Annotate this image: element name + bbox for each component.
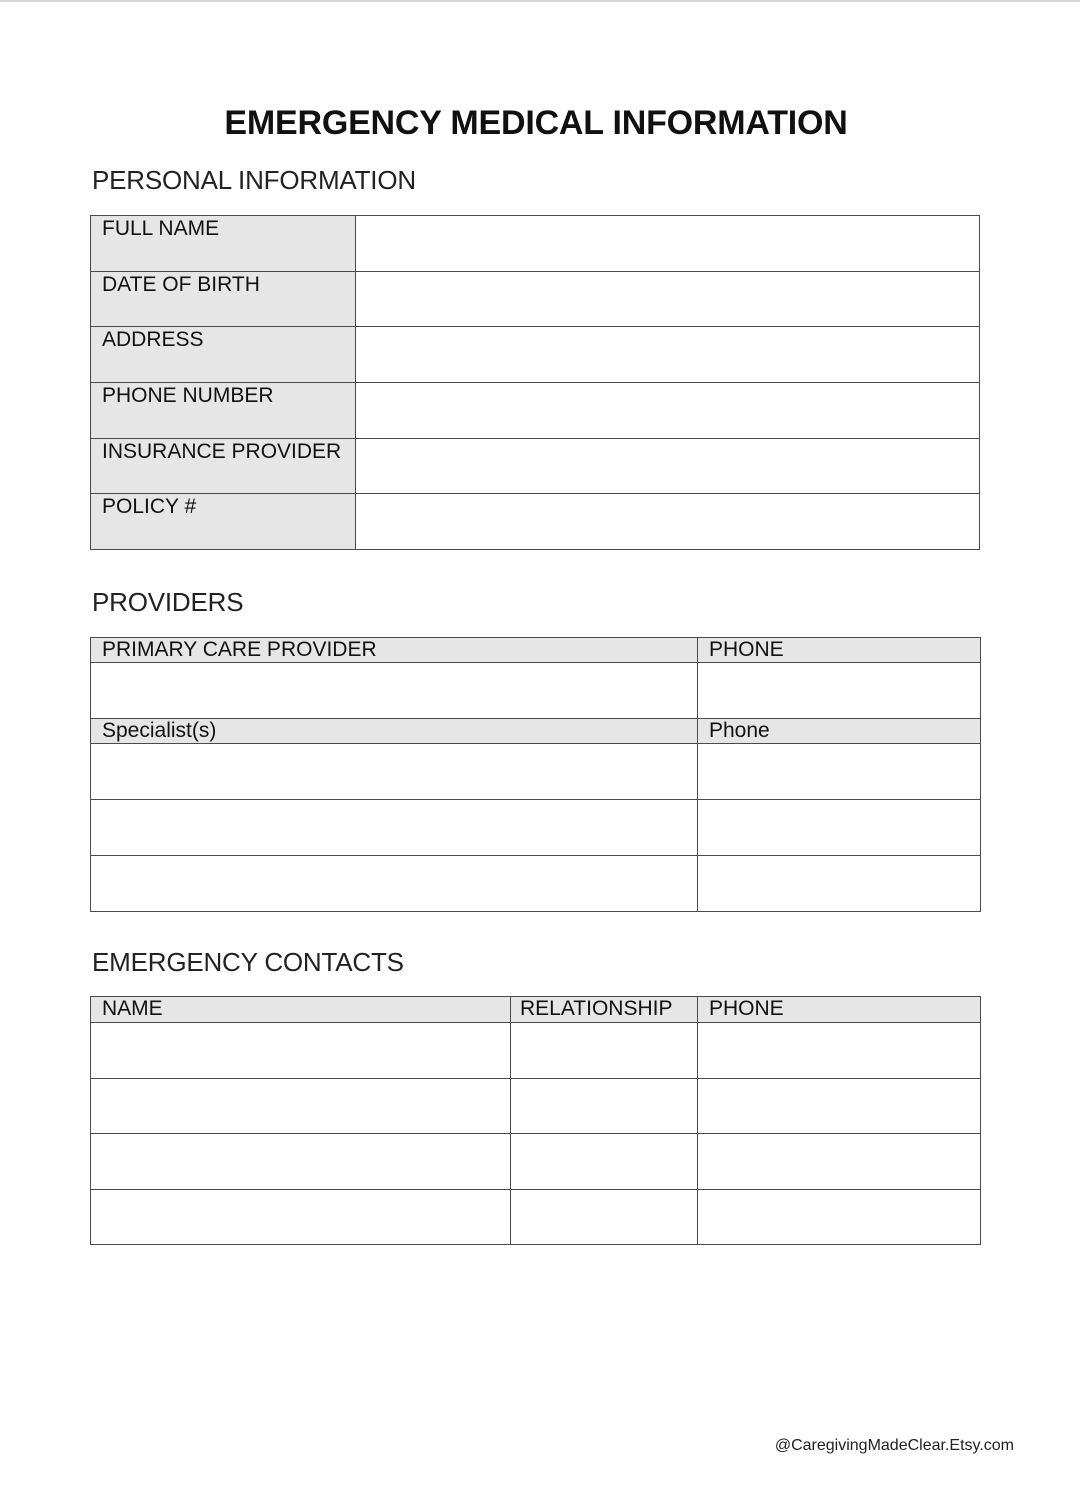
contact-relationship-field[interactable] bbox=[511, 1078, 698, 1134]
field-label-policy-number: POLICY # bbox=[91, 494, 356, 550]
contact-phone-field[interactable] bbox=[698, 1189, 981, 1245]
full-name-field[interactable] bbox=[356, 216, 980, 272]
field-label-date-of-birth: DATE OF BIRTH bbox=[91, 271, 356, 327]
footer-credit: @CaregivingMadeClear.Etsy.com bbox=[774, 1437, 1014, 1454]
field-label-full-name: FULL NAME bbox=[91, 216, 356, 272]
document-title: EMERGENCY MEDICAL INFORMATION bbox=[224, 104, 848, 142]
address-field[interactable] bbox=[356, 327, 980, 383]
table-row bbox=[91, 1078, 981, 1134]
column-header-specialist-phone: Phone bbox=[698, 719, 981, 744]
contact-phone-field[interactable] bbox=[698, 1023, 981, 1079]
column-header-phone: PHONE bbox=[698, 997, 981, 1023]
insurance-provider-field[interactable] bbox=[356, 438, 980, 494]
primary-care-phone-field[interactable] bbox=[698, 663, 981, 719]
table-row bbox=[91, 1189, 981, 1245]
table-row bbox=[91, 1023, 981, 1079]
date-of-birth-field[interactable] bbox=[356, 271, 980, 327]
table-row bbox=[91, 494, 980, 550]
specialist-phone-field[interactable] bbox=[698, 800, 981, 856]
specialist-name-field[interactable] bbox=[91, 856, 698, 912]
policy-number-field[interactable] bbox=[356, 494, 980, 550]
page-top-border bbox=[0, 0, 1080, 2]
contact-name-field[interactable] bbox=[91, 1078, 511, 1134]
specialist-name-field[interactable] bbox=[91, 744, 698, 800]
table-row bbox=[91, 800, 981, 856]
specialist-phone-field[interactable] bbox=[698, 744, 981, 800]
field-label-address: ADDRESS bbox=[91, 327, 356, 383]
contact-name-field[interactable] bbox=[91, 1023, 511, 1079]
table-row bbox=[91, 438, 980, 494]
contact-name-field[interactable] bbox=[91, 1134, 511, 1190]
table-row bbox=[91, 663, 981, 719]
specialist-name-field[interactable] bbox=[91, 800, 698, 856]
specialist-phone-field[interactable] bbox=[698, 856, 981, 912]
contact-name-field[interactable] bbox=[91, 1189, 511, 1245]
contact-phone-field[interactable] bbox=[698, 1134, 981, 1190]
table-row bbox=[91, 216, 980, 272]
primary-care-provider-field[interactable] bbox=[91, 663, 698, 719]
table-row bbox=[91, 383, 980, 439]
contact-phone-field[interactable] bbox=[698, 1078, 981, 1134]
column-header-primary-care-provider: PRIMARY CARE PROVIDER bbox=[91, 638, 698, 663]
contact-relationship-field[interactable] bbox=[511, 1134, 698, 1190]
table-header-row bbox=[91, 638, 981, 663]
table-header-row bbox=[91, 719, 981, 744]
column-header-name: NAME bbox=[91, 997, 511, 1023]
table-header-row bbox=[91, 997, 981, 1023]
table-row bbox=[91, 271, 980, 327]
table-row bbox=[91, 856, 981, 912]
field-label-phone-number: PHONE NUMBER bbox=[91, 383, 356, 439]
phone-number-field[interactable] bbox=[356, 383, 980, 439]
providers-heading: PROVIDERS bbox=[92, 587, 244, 617]
field-label-insurance-provider: INSURANCE PROVIDER bbox=[91, 438, 356, 494]
contact-relationship-field[interactable] bbox=[511, 1023, 698, 1079]
table-row bbox=[91, 1134, 981, 1190]
emergency-contacts-heading: EMERGENCY CONTACTS bbox=[92, 947, 404, 977]
table-row bbox=[91, 744, 981, 800]
column-header-relationship: RELATIONSHIP bbox=[511, 997, 698, 1023]
personal-info-heading: PERSONAL INFORMATION bbox=[92, 165, 416, 195]
column-header-primary-phone: PHONE bbox=[698, 638, 981, 663]
contact-relationship-field[interactable] bbox=[511, 1189, 698, 1245]
providers-table bbox=[90, 637, 981, 912]
personal-info-table bbox=[90, 215, 980, 550]
column-header-specialists: Specialist(s) bbox=[91, 719, 698, 744]
table-row bbox=[91, 327, 980, 383]
emergency-contacts-table bbox=[90, 996, 981, 1245]
